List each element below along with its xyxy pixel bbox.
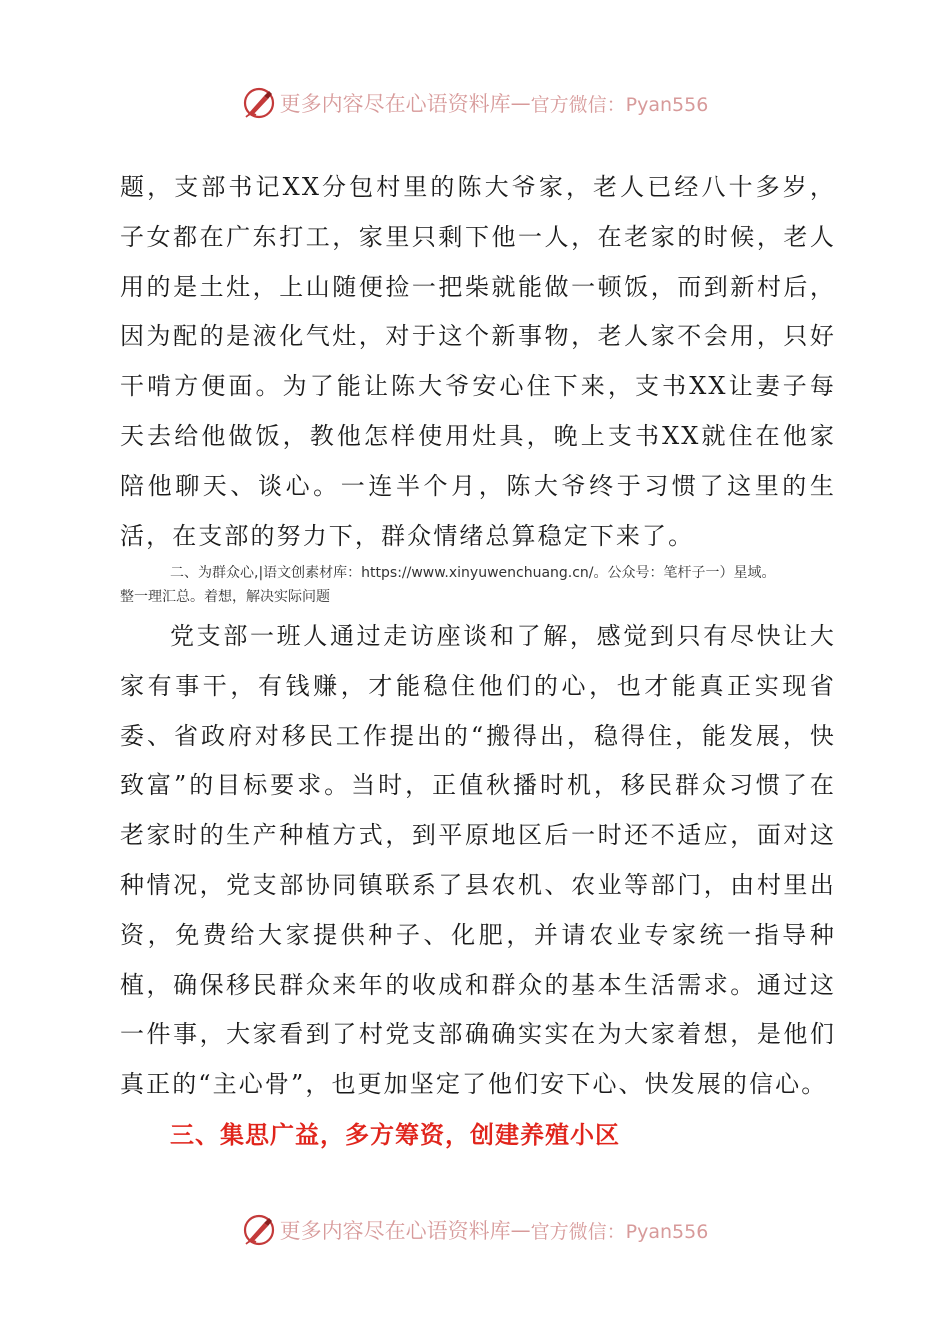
pen-logo-icon — [242, 1213, 276, 1247]
note-line-2: 整一理汇总。着想，解决实际问题 — [120, 589, 330, 605]
footer-banner — [0, 1210, 950, 1250]
inline-note — [120, 561, 850, 609]
paragraph-1: 题，支部书记XX分包村里的陈大爷家，老人已经八十多岁，子女都在广东打工，家里只剩下他一人，在老家的时候，老人用的是土灶，上山随便捡一把柴就能做一顿饭，而到新村后，因为配的是液化气灶，对于这个新事物，老人家不会用，只好干啃方便面。为了能让陈大爷安心住下来，支书XX让妻子每天去给他做饭，教他怎样使用灶具，晚上支书XX就住在他家陪他聊天、谈心。一连半个月，陈大爷终于习惯了这里的生活，在支部的努力下，群众情绪总算稳定下来了。 — [120, 173, 836, 550]
paragraph-2: 党支部一班人通过走访座谈和了解，感觉到只有尽快让大家有事干，有钱赚，才能稳住他们的心，也才能真正实现省委、省政府对移民工作提出的“搬得出，稳得住，能发展，快致富”的目标要求。当时，正值秋播时机，移民群众习惯了在老家时的生产种植方式，到平原地区后一时还不适应，面对这种情况，党支部协同镇联系了县农机、农业等部门，由村里出资，免费给大家提供种子、化肥，并请农业专家统一指导种植，确保移民群众来年的收成和群众的基本生活需求。通过这一件事，大家看到了村党支部确确实实在为大家着想，是他们真正的“主心骨”，也更加坚定了他们安下心、快发展的信心。 — [120, 622, 836, 1099]
section-heading: 三、集思广益，多方筹资，创建养殖小区 — [170, 1121, 620, 1149]
footer-contact: 官方微信：Pyan556 — [530, 1220, 709, 1243]
header-separator: — — [510, 91, 531, 115]
header-contact: 官方微信：Pyan556 — [530, 93, 709, 116]
note-line-1: 二、为群众心,|语文创素材库：https://www.xinyuwenchuang.cn/。公众号：笔杆子一）星域。 — [170, 565, 776, 581]
header-banner — [0, 83, 950, 123]
footer-separator: — — [510, 1218, 531, 1242]
pen-logo-icon — [242, 86, 276, 120]
header-site-text: 更多内容尽在心语资料库 — [279, 92, 511, 116]
footer-site-text: 更多内容尽在心语资料库 — [279, 1219, 511, 1243]
